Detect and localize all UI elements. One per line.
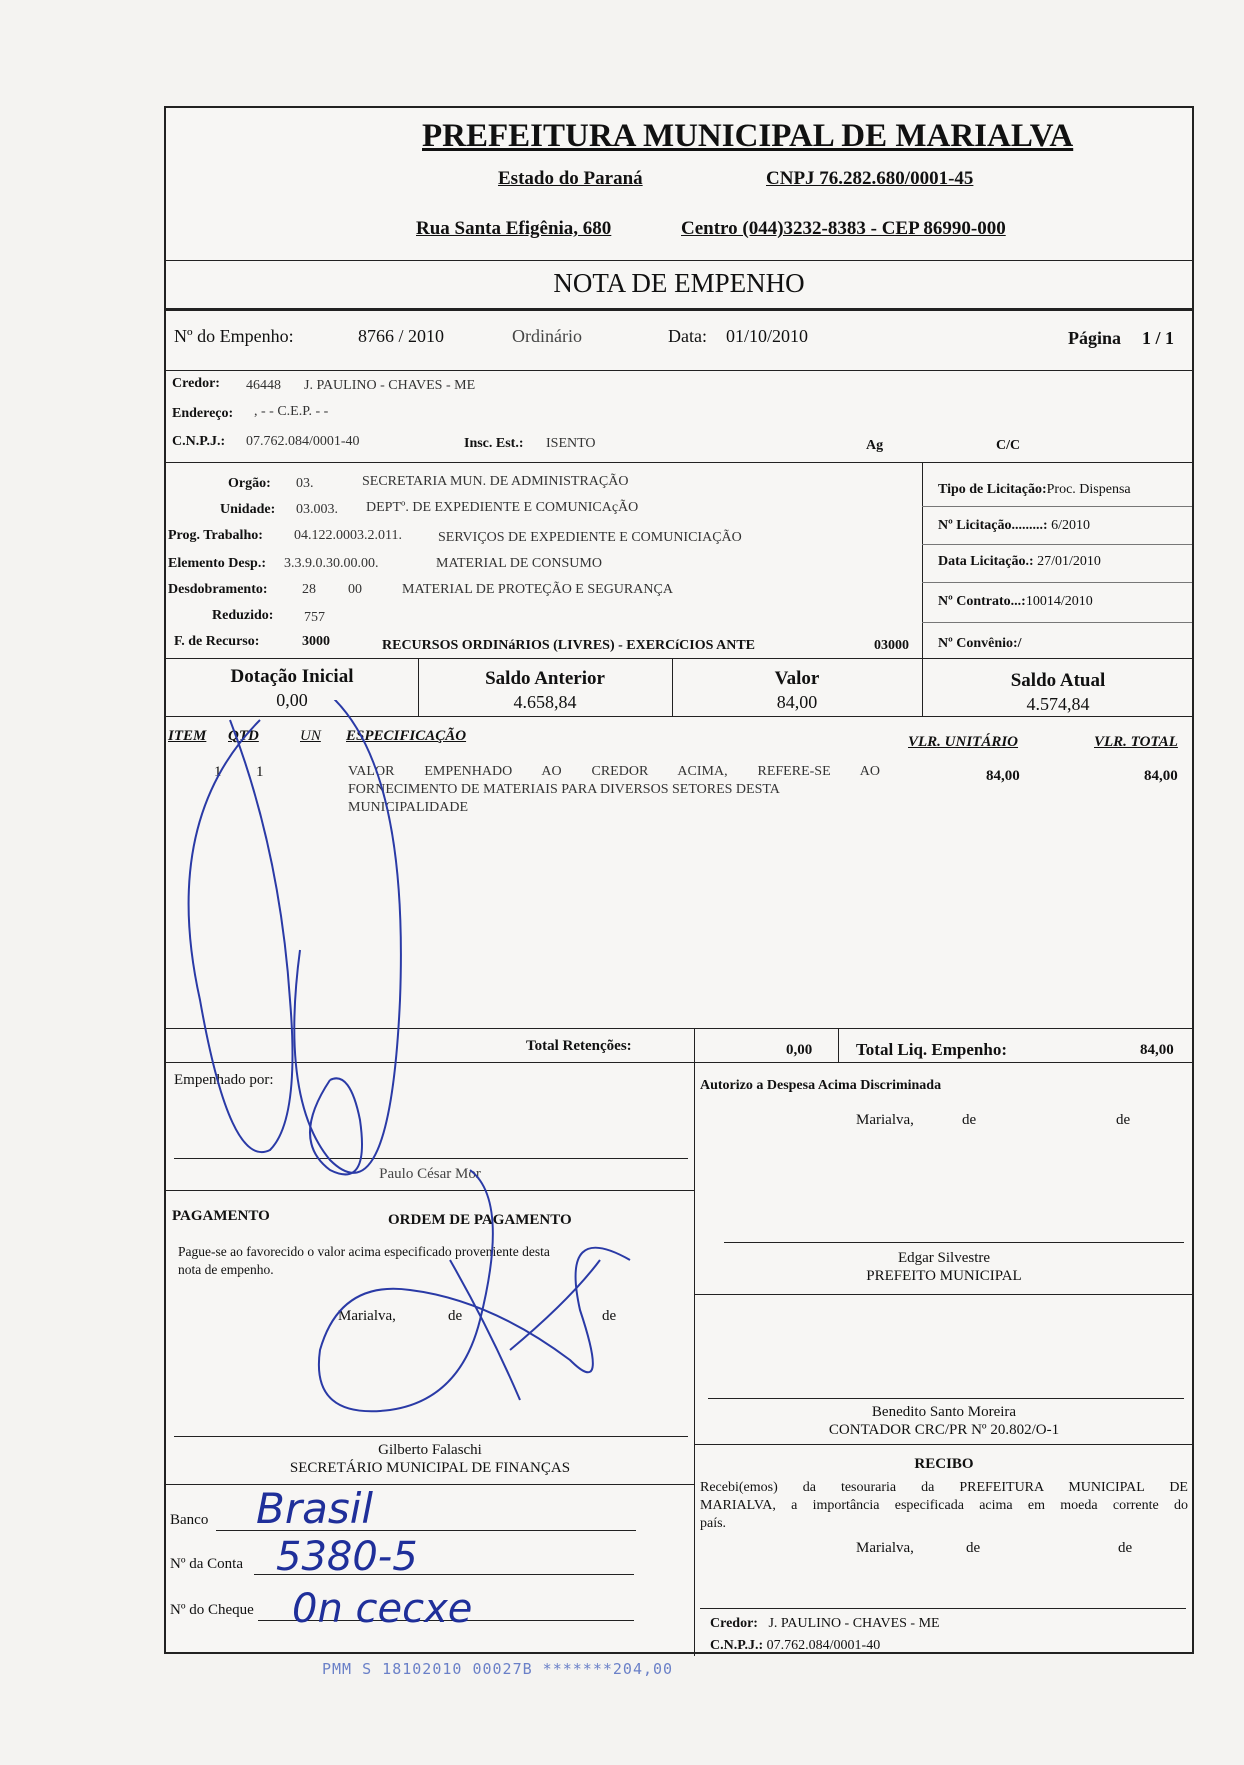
handwritten-banco: Brasil — [256, 1484, 374, 1533]
cnpj-label: C.N.P.J.: — [172, 434, 226, 449]
cc-label: C/C — [996, 438, 1021, 453]
col-vlr-unitario: VLR. UNITÁRIO — [908, 734, 1019, 750]
licitacao-data — [938, 554, 1101, 570]
recibo-text-line2: MARIALVA, a importância especificada acima em moeda corrente do — [700, 1498, 1188, 1513]
licitacao-contrato-label: Nº Contrato...: — [938, 594, 1026, 609]
row-unit-value: 84,00 — [986, 768, 1020, 784]
header-district-phone: Centro (044)3232-8383 - CEP 86990-000 — [681, 218, 1006, 239]
credor-label: Credor: — [172, 376, 220, 391]
col-un: UN — [300, 728, 321, 744]
total-liq-label: Total Liq. Empenho: — [856, 1040, 1007, 1059]
pagamento-label: PAGAMENTO — [172, 1208, 270, 1224]
ordem-marialva: Marialva, — [338, 1308, 396, 1324]
licitacao-convenio: Nº Convênio:/ — [938, 636, 1022, 651]
col-vlr-total: VLR. TOTAL — [1094, 734, 1178, 750]
reduzido-label: Reduzido: — [212, 608, 274, 623]
recurso-code2: 03000 — [874, 638, 909, 653]
desdobramento-code: 28 — [302, 582, 316, 597]
doc-title: NOTA DE EMPENHO — [553, 268, 805, 298]
licitacao-num — [938, 518, 1090, 534]
licitacao-contrato-value: 10014/2010 — [1025, 594, 1093, 609]
recibo-credor — [710, 1616, 940, 1632]
dotacao-value: 0,00 — [276, 690, 308, 710]
handwritten-conta: 5380-5 — [276, 1534, 418, 1580]
col-qtd: QTD — [228, 728, 259, 744]
licitacao-num-label: Nº Licitação.........: — [938, 518, 1048, 533]
recibo-text-line1: Recebi(emos) da tesouraria da PREFEITURA MUNICIPAL DE — [700, 1480, 1188, 1495]
licitacao-num-value: 6/2010 — [1051, 518, 1090, 533]
recibo-cnpj-label: C.N.P.J.: — [710, 1638, 764, 1653]
autorizo-de-2: de — [1116, 1112, 1131, 1128]
empenho-number: 8766 / 2010 — [358, 326, 445, 346]
orgao-code: 03. — [296, 476, 314, 491]
endereco-label: Endereço: — [172, 406, 234, 421]
contador-name: Benedito Santo Moreira — [871, 1404, 1017, 1420]
page-label: Página — [1068, 328, 1122, 348]
desdobramento-label: Desdobramento: — [168, 582, 268, 597]
row-qtd: 1 — [256, 764, 264, 780]
prog-name: SERVIÇOS DE EXPEDIENTE E COMUNICIAÇÃO — [438, 530, 742, 545]
row-desc-line3: MUNICIPALIDADE — [348, 800, 469, 815]
credor-code: 46448 — [246, 378, 281, 393]
ordem-de-2: de — [602, 1308, 617, 1324]
licitacao-data-value: 27/01/2010 — [1037, 554, 1101, 569]
recibo-de-1: de — [966, 1540, 981, 1556]
ordem-pagamento-label: ORDEM DE PAGAMENTO — [388, 1212, 572, 1228]
autorizo-marialva: Marialva, — [856, 1112, 914, 1128]
empenho-type: Ordinário — [512, 326, 582, 346]
saldo-atual-label: Saldo Atual — [1010, 670, 1106, 691]
recurso-name: RECURSOS ORDINáRIOS (LIVRES) - EXERCíCIOS ANTE — [382, 638, 756, 653]
elemento-name: MATERIAL DE CONSUMO — [436, 556, 602, 571]
banco-label: Banco — [170, 1512, 209, 1528]
pague-text-line1: Pague-se ao favorecido o valor acima especificado proveniente desta — [178, 1244, 550, 1259]
processing-stamp: PMM S 18102010 00027B *******204,00 — [322, 1660, 674, 1678]
elemento-code: 3.3.9.0.30.00.00. — [284, 556, 379, 571]
cnpj-value: 07.762.084/0001-40 — [246, 434, 360, 449]
empenho-date-label: Data: — [668, 326, 707, 346]
col-especificacao: ESPECIFICAÇÃO — [346, 728, 467, 744]
empenho-date: 01/10/2010 — [726, 326, 809, 346]
licitacao-contrato — [938, 594, 1093, 610]
desdobramento-sub: 00 — [348, 582, 362, 597]
elemento-label: Elemento Desp.: — [168, 556, 266, 571]
row-desc-line2: FORNECIMENTO DE MATERIAIS PARA DIVERSOS SETORES DESTA — [348, 782, 780, 797]
recibo-marialva: Marialva, — [856, 1540, 914, 1556]
desdobramento-name: MATERIAL DE PROTEÇÃO E SEGURANÇA — [402, 582, 673, 597]
saldo-anterior-label: Saldo Anterior — [485, 668, 605, 689]
secretario-name: Gilberto Falaschi — [378, 1442, 482, 1458]
licitacao-data-label: Data Licitação.: — [938, 554, 1034, 569]
conta-label: Nº da Conta — [170, 1556, 243, 1572]
row-total-value: 84,00 — [1144, 768, 1178, 784]
saldo-atual-value: 4.574,84 — [1026, 694, 1090, 714]
pague-text-line2: nota de empenho. — [178, 1262, 274, 1277]
header-cnpj: CNPJ 76.282.680/0001-45 — [766, 168, 974, 189]
cheque-label: Nº do Cheque — [170, 1602, 254, 1618]
orgao-label: Orgão: — [228, 476, 271, 491]
prefeito-title: PREFEITO MUNICIPAL — [866, 1268, 1022, 1284]
recibo-cnpj-value: 07.762.084/0001-40 — [766, 1638, 881, 1653]
prog-code: 04.122.0003.2.011. — [294, 528, 402, 543]
autorizo-text: Autorizo a Despesa Acima Discriminada — [700, 1078, 942, 1093]
ag-label: Ag — [866, 438, 884, 453]
contador-title: CONTADOR CRC/PR Nº 20.802/O-1 — [828, 1422, 1060, 1438]
page-number: 1 / 1 — [1142, 328, 1175, 348]
licitacao-tipo — [938, 482, 1131, 498]
valor-label: Valor — [774, 668, 820, 689]
insc-label: Insc. Est.: — [464, 436, 524, 451]
licitacao-tipo-value: Proc. Dispensa — [1046, 482, 1131, 497]
ordem-de-1: de — [448, 1308, 463, 1324]
credor-name: J. PAULINO - CHAVES - ME — [304, 378, 476, 393]
unidade-label: Unidade: — [220, 502, 276, 517]
header-state: Estado do Paraná — [498, 168, 643, 189]
reduzido-value: 757 — [304, 610, 325, 625]
unidade-code: 03.003. — [296, 502, 338, 517]
empenhado-label: Empenhado por: — [174, 1072, 274, 1088]
recibo-credor-value: J. PAULINO - CHAVES - ME — [768, 1616, 940, 1631]
total-retencoes-value: 0,00 — [786, 1042, 813, 1058]
recibo-de-2: de — [1118, 1540, 1133, 1556]
signature-scribbles — [150, 700, 850, 1480]
col-item: ITEM — [168, 728, 207, 744]
autorizo-de-1: de — [962, 1112, 977, 1128]
recurso-code: 3000 — [302, 634, 330, 649]
recibo-title: RECIBO — [914, 1456, 974, 1472]
header-address: Rua Santa Efigênia, 680 — [416, 218, 612, 239]
row-item: 1 — [214, 764, 222, 780]
handwritten-cheque: 0n cecxe — [292, 1586, 473, 1632]
valor-value: 84,00 — [776, 692, 818, 712]
total-retencoes-label: Total Retenções: — [526, 1038, 632, 1054]
prefeito-name: Edgar Silvestre — [897, 1250, 991, 1266]
unidade-name: DEPTº. DE EXPEDIENTE E COMUNICAçÃO — [366, 500, 639, 515]
recibo-credor-label: Credor: — [710, 1616, 758, 1631]
insc-value: ISENTO — [546, 436, 596, 451]
empenhado-name: Paulo César Mor — [379, 1166, 481, 1182]
recurso-label: F. de Recurso: — [174, 634, 260, 649]
orgao-name: SECRETARIA MUN. DE ADMINISTRAÇÃO — [362, 474, 629, 489]
header-title: PREFEITURA MUNICIPAL DE MARIALVA — [422, 118, 1074, 154]
recibo-cnpj — [710, 1638, 880, 1654]
dotacao-label: Dotação Inicial — [230, 666, 354, 687]
recibo-text-line3: país. — [700, 1516, 727, 1531]
licitacao-tipo-label: Tipo de Licitação: — [938, 482, 1047, 497]
total-liq-value: 84,00 — [1140, 1042, 1174, 1058]
empenho-number-label: Nº do Empenho: — [174, 326, 294, 346]
saldo-anterior-value: 4.658,84 — [513, 692, 577, 712]
secretario-title: SECRETÁRIO MUNICIPAL DE FINANÇAS — [289, 1460, 571, 1476]
prog-label: Prog. Trabalho: — [168, 528, 263, 543]
endereco-value: , - - C.E.P. - - — [254, 404, 329, 419]
row-desc-line1: VALOR EMPENHADO AO CREDOR ACIMA, REFERE-SE AO — [348, 764, 880, 779]
